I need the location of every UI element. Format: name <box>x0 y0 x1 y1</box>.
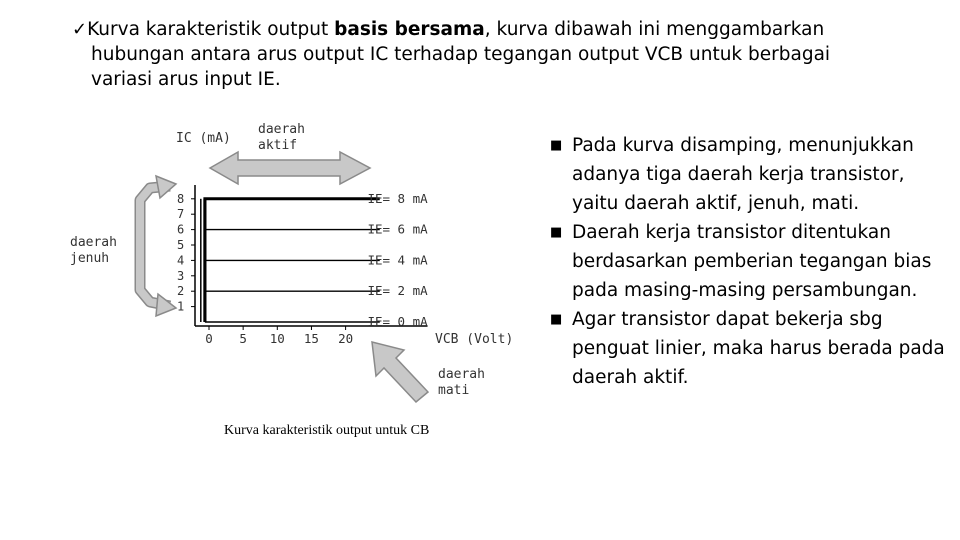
heading-line-2: hubungan antara arus output IC terhadap tegangan output VCB untuk berbagai <box>91 44 831 65</box>
y-tick-label: 1 <box>177 299 185 314</box>
aktif-arrow <box>210 152 370 184</box>
y-tick-label: 4 <box>177 253 185 268</box>
y-tick-label: 5 <box>177 238 185 252</box>
y-axis-label: IC (mA) <box>176 131 231 146</box>
y-tick-label: 2 <box>177 284 185 299</box>
ie-curve <box>205 230 380 322</box>
jenuh-label-2: jenuh <box>70 251 110 266</box>
x-tick-label: 20 <box>338 331 354 346</box>
heading-text-1b: , kurva dibawah ini menggambarkan <box>484 19 825 40</box>
y-tick-label: 8 <box>177 191 185 206</box>
curve-label: IE= 2 mA <box>367 283 428 299</box>
y-tick-label: 7 <box>177 207 185 222</box>
square-bullet-icon: ■ <box>550 138 563 153</box>
checkmark-icon: ✓ <box>72 19 88 40</box>
x-tick-label: 5 <box>239 331 247 346</box>
aktif-label-1: daerah <box>258 122 305 137</box>
mati-label-1: daerah <box>438 367 485 382</box>
y-tick-label: 3 <box>177 268 185 283</box>
ie-curve <box>205 291 380 322</box>
x-axis-label: VCB (Volt) <box>435 332 514 347</box>
curve-label: IE= 4 mA <box>367 252 428 268</box>
aktif-label-2: aktif <box>258 138 298 153</box>
jenuh-arrow <box>140 186 170 306</box>
x-tick-label: 0 <box>205 331 213 346</box>
heading-text-bold: basis bersama <box>334 19 485 40</box>
curve-label: IE= 8 mA <box>367 190 428 206</box>
chart-caption: Kurva karakteristik output untuk CB <box>224 423 430 438</box>
jenuh-label-1: daerah <box>70 235 117 250</box>
bullet-text-2: Daerah kerja transistor ditentukan berdasarkan pemberian tegangan bias pada masing-masing persambungan. <box>572 222 932 301</box>
y-tick-label: 6 <box>177 222 185 237</box>
mati-label-2: mati <box>438 383 470 398</box>
x-tick-label: 15 <box>303 331 319 346</box>
mati-arrow <box>372 342 428 402</box>
square-bullet-icon: ■ <box>550 312 563 327</box>
curve-label: IE= 6 mA <box>367 221 428 237</box>
heading-line-3: variasi arus input IE. <box>91 69 281 90</box>
bullet-text-3: Agar transistor dapat bekerja sbg penguat linier, maka harus berada pada daerah aktif. <box>572 309 945 388</box>
x-tick-label: 10 <box>269 331 285 346</box>
bullet-text-1: Pada kurva disamping, menunjukkan adanya tiga daerah kerja transistor, yaitu daerah aktif, jenuh, mati. <box>572 135 914 214</box>
curve-label: IE= 0 mA <box>367 314 428 329</box>
heading-text-1a: Kurva karakteristik output <box>87 19 335 40</box>
plot-area <box>177 185 428 346</box>
square-bullet-icon: ■ <box>550 225 563 240</box>
